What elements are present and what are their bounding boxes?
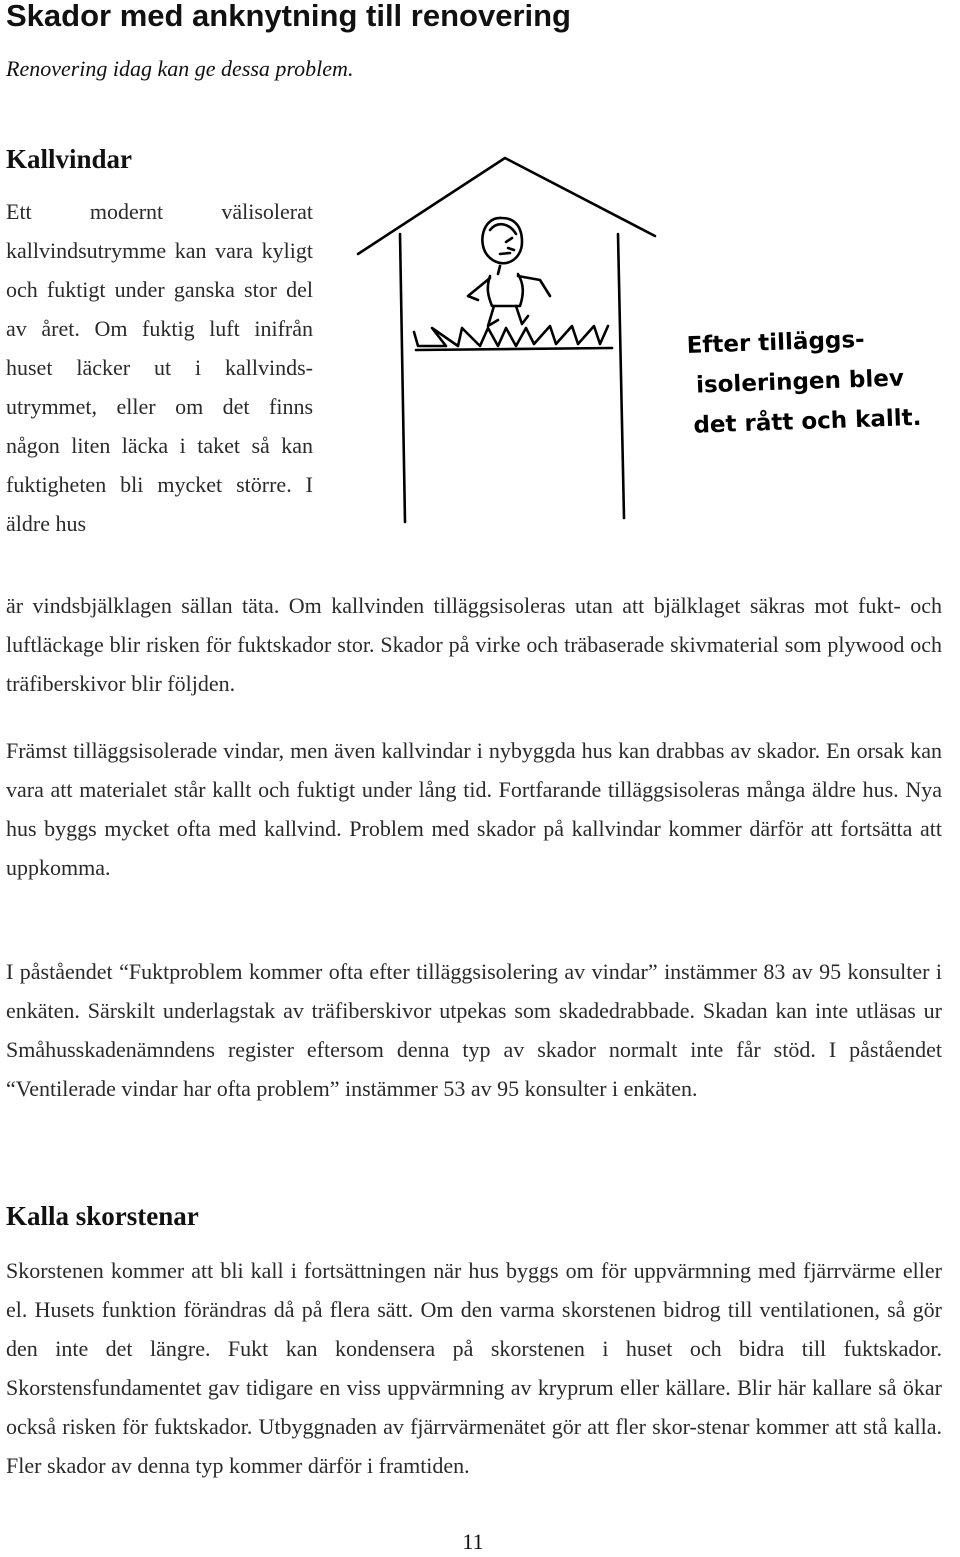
section-heading-kallvindar: Kallvindar [6,144,133,174]
kallvindar-intro-continued: är vindsbjälklagen sällan täta. Om kallvinden tilläggsisoleras utan att bjälklaget säkras mot fukt- och luftläckage blir risken för fuktskador stor. Skador på virke och träbaserade skivmaterial som plywood och träfiberskivor blir följden. [6,593,942,696]
kallvindar-paragraph-2: Främst tilläggsisolerade vindar, men även kallvindar i nybyggda hus kan drabbas av skador. En orsak kan vara att materialet står kallt och fuktigt under lång tid. Fortfarande tilläggsisoleras många äldre hus. Nya hus byggs mycket ofta med kallvind. Problem med skador på kallvindar kommer därför att fortsätta att uppkomma. [6,738,942,880]
handwritten-note-line-1: Efter tilläggs- [686,326,866,359]
kallvindar-intro-narrow: Ett modernt välisolerat kallvindsutrymme kan vara kyligt och fuktigt under ganska stor del av året. Om fuktig luft inifrån huset läcker ut i kallvinds-utrymmet, eller om det finns någon liten läcka i taket så kan fuktigheten bli mycket större. I äldre hus [6,199,313,536]
handwritten-note-line-2: isoleringen blev [695,365,905,399]
handwritten-note [686,317,960,446]
kalla-skorstenar-paragraph-1: Skorstenen kommer att bli kall i fortsättningen när hus byggs om för uppvärmning med fjärrvärme eller el. Husets funktion förändras då på flera sätt. Om den varma skorstenen bidrog till ventilationen, så gör den inte det längre. Fukt kan kondensera på skorstenen i huset och bidra till fuktskador. Skorstensfundamentet gav tidigare en viss uppvärmning av kryprum eller källare. Blir här kallare så ökar också risken för fuktskador. Utbyggnaden av fjärrvärmenätet gör att fler skor-stenar kommer att stå kalla. Fler skador av denna typ kommer därför i framtiden. [6,1258,942,1478]
section-heading-kalla-skorstenar: Kalla skorstenar [6,1201,199,1231]
page-number: 11 [462,1529,484,1554]
kallvindar-paragraph-3: I påståendet “Fuktproblem kommer ofta efter tilläggsisolering av vindar” instämmer 83 av 95 konsulter i enkäten. Särskilt underlagstak av träfiberskivor utpekas som skadedrabbade. Skadan kan inte utläsas ur Småhusskadenämndens register eftersom denna typ av skador normalt inte får stöd. I påståendet “Ventilerade vindar har ofta problem” instämmer 53 av 95 konsulter i enkäten. [6,959,942,1101]
attic-house-sketch-icon [350,150,670,530]
page-subtitle: Renovering idag kan ge dessa problem. [6,56,354,81]
handwritten-note-line-3: det rått och kallt. [693,404,922,439]
page-title: Skador med anknytning till renovering [6,0,571,33]
